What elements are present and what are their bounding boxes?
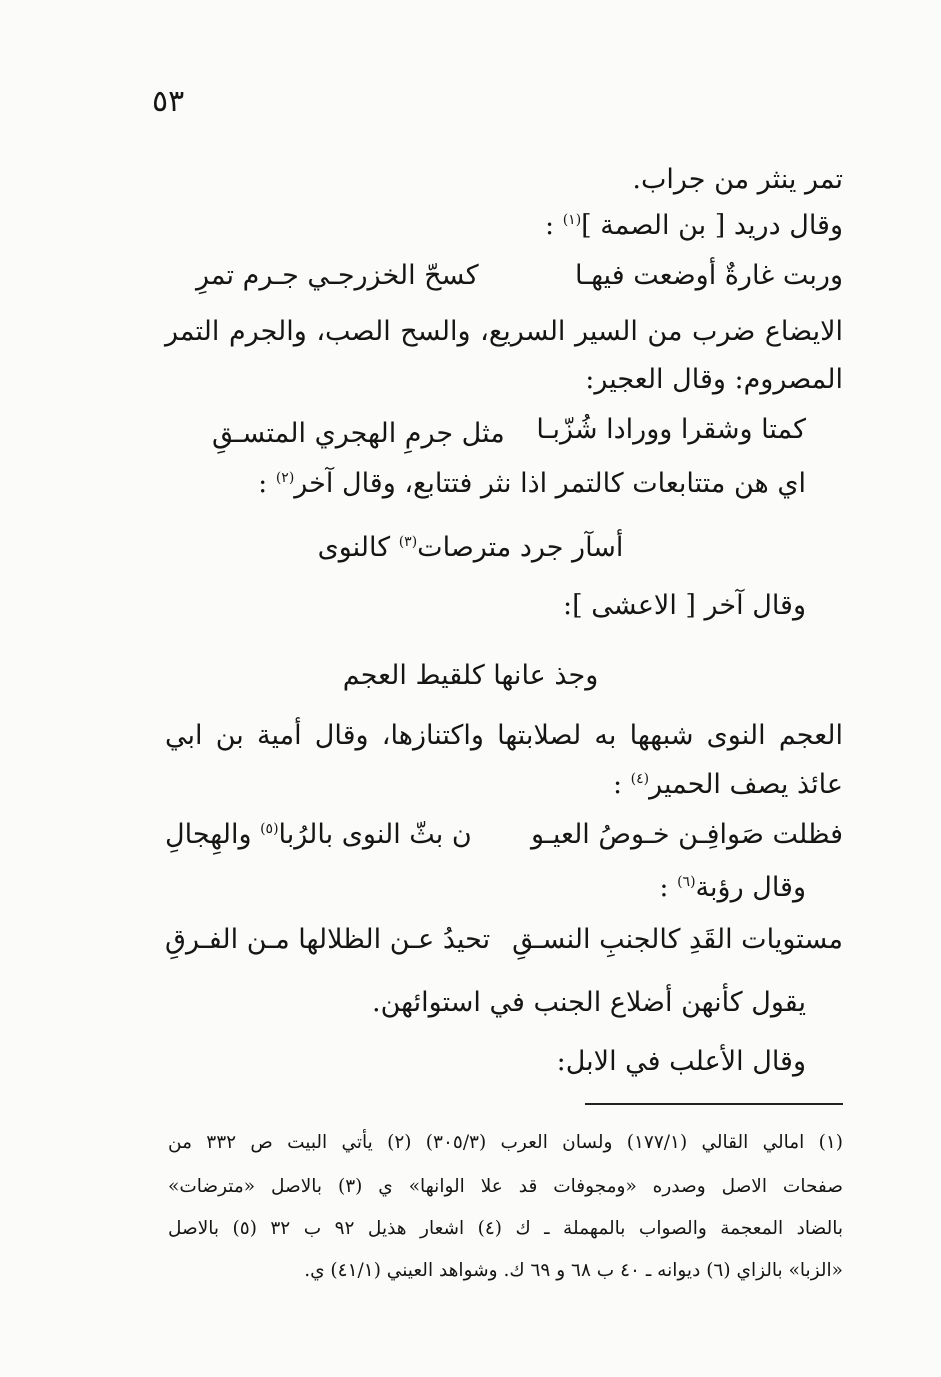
verse-5-left-b: والهِجالِ <box>165 819 252 850</box>
text-line-9: وقال آخر [ الاعشى ]: <box>563 590 806 621</box>
footnote-ref-6: (٦) <box>677 874 696 890</box>
verse-5-left-a: ن بثّ النوى بالرُبا <box>278 819 472 850</box>
text-line-14-main: وقال رؤبة <box>695 872 806 903</box>
text-line-7-tail: : <box>258 468 268 499</box>
verse-5-right: فظلت صَوافِـن خـوصُ العيـو <box>531 819 843 850</box>
text-line-1: تمر ينثر من جراب. <box>632 164 843 195</box>
text-line-14-tail: : <box>659 872 669 903</box>
verse-1-right: وربت غارةٌ أوضعت فيهـا <box>574 260 843 291</box>
verse-1-left: كسحّ الخزرجـي جـرم تمرِ <box>196 260 479 291</box>
text-line-7-main: اي هن متتابعات كالتمر اذا نثر فتتابع، وقال آخر <box>294 468 806 499</box>
verse-3-main: أسآر جرد مترصات <box>417 532 624 563</box>
text-line-12 <box>613 765 843 805</box>
text-line-14 <box>659 868 806 908</box>
text-line-7 <box>258 464 806 504</box>
verse-6-right: مستويات القَدِ كالجنبِ النسـقِ <box>512 924 843 955</box>
footnote-ref-2: (٢) <box>275 470 295 486</box>
verse-3-tail: كالنوى <box>317 532 391 563</box>
text-line-2-main: وقال دريد [ بن الصمة ] <box>581 210 843 241</box>
footnote-divider <box>585 1103 843 1105</box>
text-line-11: العجم النوى شبهها به لصلابتها واكتنازها، وقال أمية بن ابي <box>165 720 843 751</box>
text-line-16: يقول كأنهن أضلاع الجنب في استوائهن. <box>372 987 806 1018</box>
text-line-5: المصروم: وقال العجير: <box>585 364 843 395</box>
footnote-line-4: «الزبا» بالزاي (٦) ديوانه ـ ٤٠ ب ٦٨ و ٦٩ ك. وشواهد العيني (٤١/١) ي. <box>304 1260 843 1281</box>
footnote-ref-1: (١) <box>562 212 582 228</box>
text-line-2 <box>545 206 843 246</box>
text-line-17: وقال الأعلب في الابل: <box>556 1046 806 1077</box>
footnote-line-1: (١) امالي القالي (١٧٧/١) ولسان العرب (٣٠٥/٣) (٢) يأتي البيت ص ٣٣٢ من <box>168 1132 843 1153</box>
footnote-line-2: صفحات الاصل وصدره «ومجوفات قد علا الوانها» ي (٣) بالاصل «مترضات» <box>168 1176 843 1197</box>
footnote-ref-3: (٣) <box>398 534 418 550</box>
verse-3 <box>0 528 941 568</box>
page-number: ٥٣ <box>152 84 185 119</box>
text-line-12-tail: : <box>612 769 623 800</box>
footnote-line-3: بالضاد المعجمة والصواب بالمهملة ـ ك (٤) اشعار هذيل ٩٢ ب ٣٢ (٥) بالاصل <box>168 1218 843 1239</box>
text-line-2-tail: : <box>545 210 555 241</box>
text-line-12-main: عائذ يصف الحمير <box>649 769 843 800</box>
verse-2-right: كمتا وشقرا وورادا شُزّبـا <box>536 414 806 445</box>
verse-4: وجذ عانها كلقيط العجم <box>342 660 599 691</box>
verse-2-left: مثل جرمِ الهجري المتسـقِ <box>212 418 505 449</box>
footnote-ref-5: (٥) <box>260 821 279 837</box>
text-line-4: الايضاع ضرب من السير السريع، والسح الصب، والجرم التمر <box>165 316 843 347</box>
verse-6-left: تحيدُ عـن الظلالها مـن الفـرقِ <box>165 924 491 955</box>
footnote-ref-4: (٤) <box>630 771 650 787</box>
verse-5-left <box>165 815 472 855</box>
